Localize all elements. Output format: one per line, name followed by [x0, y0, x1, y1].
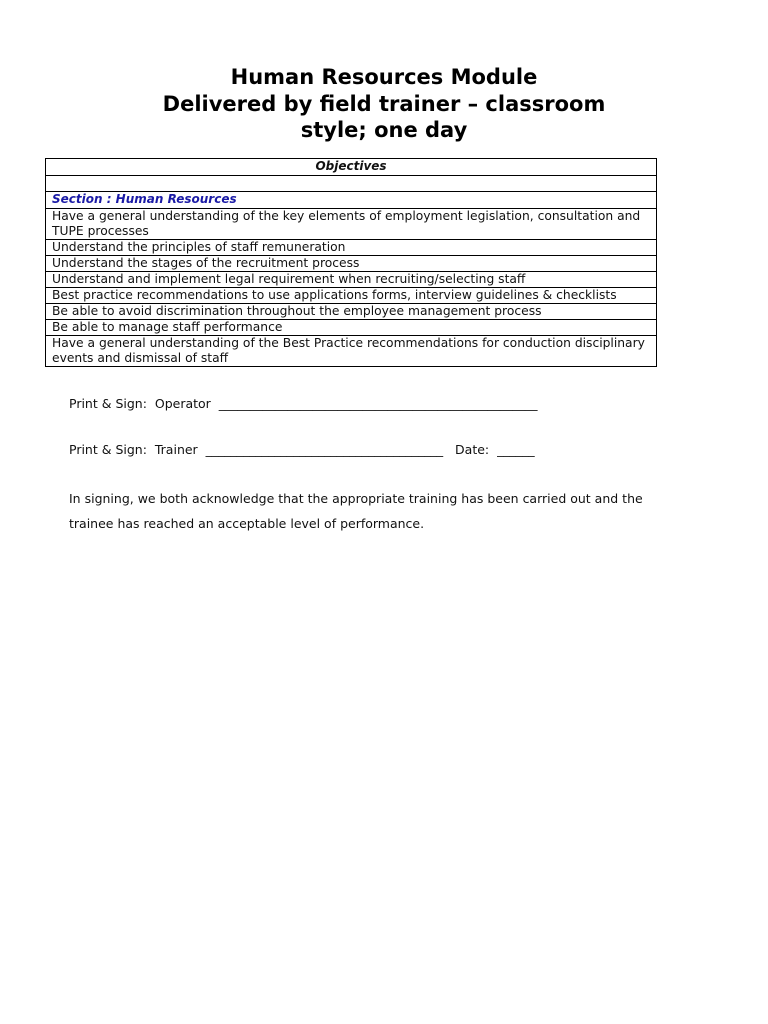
table-row [46, 336, 657, 367]
objectives-header: Objectives [46, 159, 657, 176]
objective-item: Understand and implement legal requirement when recruiting/selecting staff [46, 272, 657, 288]
blank-row [46, 176, 657, 192]
objective-item: Have a general understanding of the key elements of employment legislation, consultation and TUPE processes [46, 209, 657, 240]
objective-item: Best practice recommendations to use applications forms, interview guidelines & checklists [46, 288, 657, 304]
table-row [46, 288, 657, 304]
blank-cell [46, 176, 657, 192]
objective-item: Be able to avoid discrimination throughout the employee management process [46, 304, 657, 320]
table-row [46, 209, 657, 240]
title-line-1: Human Resources Module [230, 65, 538, 89]
section-label: Section : Human Resources [46, 192, 657, 209]
table-row [46, 240, 657, 256]
objectives-table [45, 158, 657, 367]
title-line-2: Delivered by field trainer – classroom [162, 91, 606, 116]
objective-item: Understand the principles of staff remuneration [46, 240, 657, 256]
objective-item: Be able to manage staff performance [46, 320, 657, 336]
section-row [46, 192, 657, 209]
objective-item: Understand the stages of the recruitment process [46, 256, 657, 272]
table-row [46, 304, 657, 320]
trainer-signature-line: Print & Sign: Trainer ______________________________________ Date: ______ [69, 442, 535, 457]
operator-signature-line: Print & Sign: Operator ___________________________________________________ [69, 396, 538, 411]
title-line-3: style; one day [300, 118, 468, 142]
objective-item: Have a general understanding of the Best Practice recommendations for conduction disciplinary events and dismissal of staff [46, 336, 657, 367]
table-row [46, 272, 657, 288]
document-title [0, 64, 768, 144]
table-row [46, 320, 657, 336]
table-header-row [46, 159, 657, 176]
table-row [46, 256, 657, 272]
acknowledgement-text: In signing, we both acknowledge that the appropriate training has been carried out and the trainee has reached an acceptable level of performance. [69, 491, 643, 531]
